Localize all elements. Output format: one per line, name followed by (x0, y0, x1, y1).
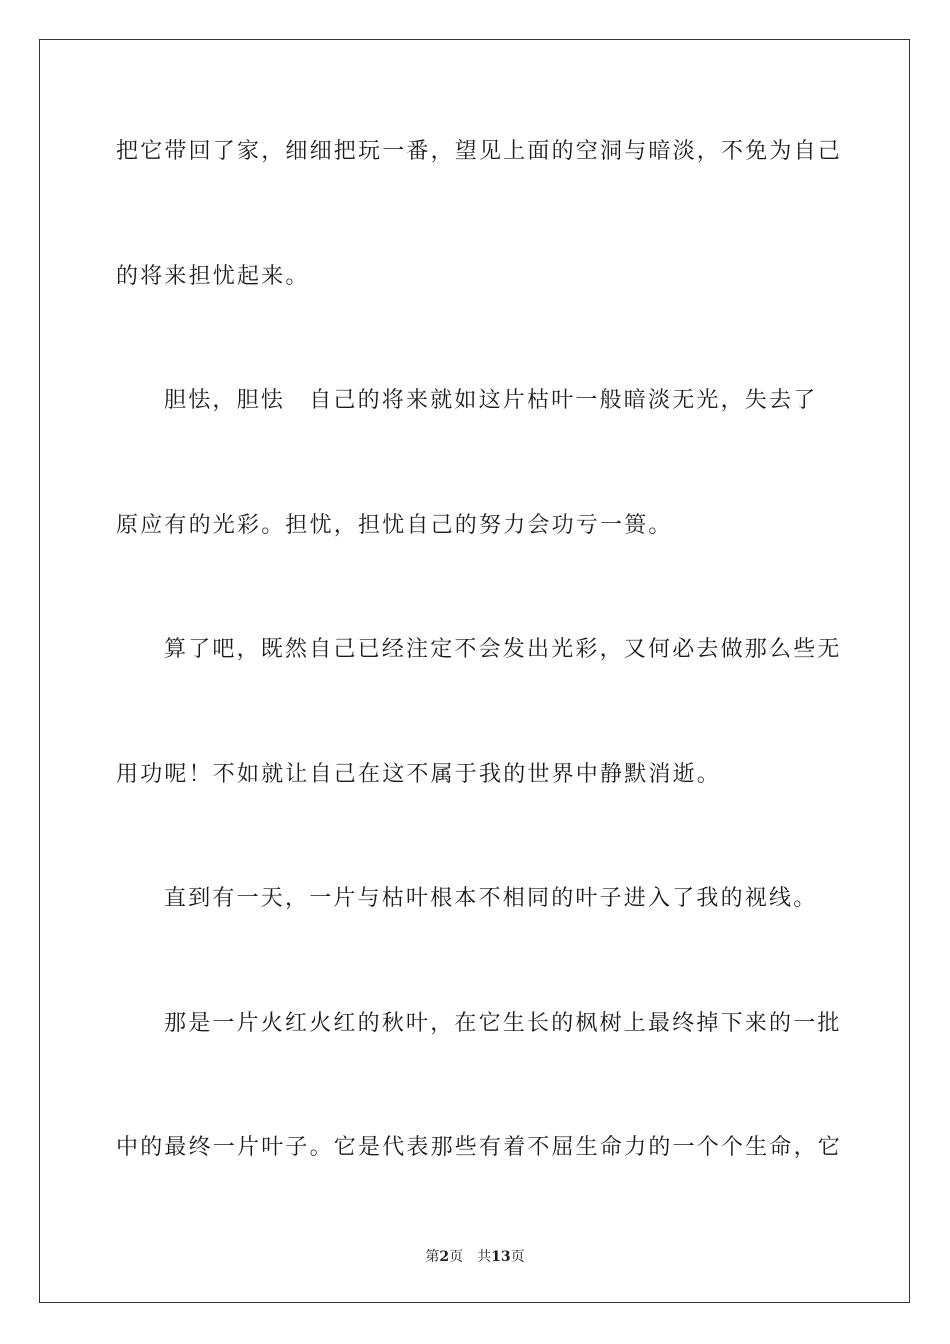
page-footer (0, 1248, 950, 1266)
text-line-4: 原应有的光彩。担忧，担忧自己的努力会功亏一篑。 (116, 513, 673, 538)
paragraph-start-line-8: 那是一片火红火红的秋叶，在它生长的枫树上最终掉下来的一批 (164, 1011, 842, 1036)
footer-suffix: 页 (510, 1249, 525, 1265)
text-line-1: 把它带回了家，细细把玩一番，望见上面的空洞与暗淡，不免为自己 (116, 139, 843, 164)
footer-total-pages: 13 (491, 1249, 511, 1265)
page-border (39, 39, 910, 1303)
text-line-2: 的将来担忧起来。 (116, 264, 310, 289)
text-line-9: 中的最终一片叶子。它是代表那些有着不屈生命力的一个个生命，它 (116, 1135, 843, 1160)
footer-mid: 页 共 (449, 1249, 492, 1265)
footer-prefix: 第 (425, 1249, 440, 1265)
text-line-6: 用功呢！不如就让自己在这不属于我的世界中静默消逝。 (116, 762, 722, 787)
paragraph-start-line-7: 直到有一天，一片与枯叶根本不相同的叶子进入了我的视线。 (164, 886, 818, 911)
footer-current-page: 2 (439, 1249, 450, 1265)
paragraph-start-line-3: 胆怯，胆怯 自己的将来就如这片枯叶一般暗淡无光，失去了 (164, 388, 818, 413)
paragraph-start-line-5: 算了吧，既然自己已经注定不会发出光彩，又何必去做那么些无 (164, 637, 842, 662)
